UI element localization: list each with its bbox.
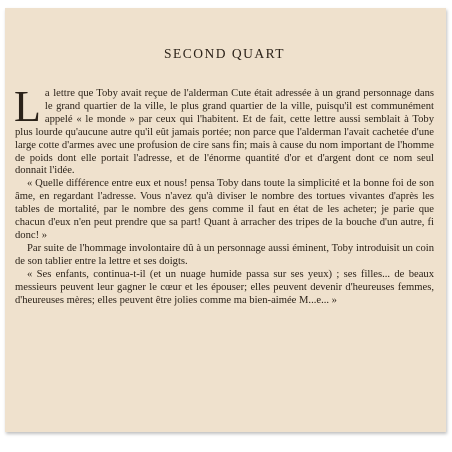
paragraph-2: « Quelle différence entre eux et nous! pensa Toby dans toute la simplicité et la bonne foi de son âme, en regardant l'adresse. Vous n'avez qu'à diviser le nombre des tortues vivantes d'après les tables de mortalité, par le nombre des gens comme il faut en état de les acheter; je parie que chacun d'eux n'en peut prendre que sa part! Quant à arracher des tripes de la bouche d'un autre, fi donc! »: [15, 178, 434, 241]
paragraph-3: Par suite de l'hommage involontaire dû à un personnage aussi éminent, Toby introduisit un coin de son tablier entre la lettre et ses doigts.: [15, 242, 434, 267]
chapter-title: SECOND QUART: [163, 46, 286, 61]
first-word-rest: a: [44, 88, 51, 99]
paragraph-1-text: lettre que Toby avait reçue de l'alderman Cute était adressée à un grand personnage dans le grand quartier de la ville, le plus grand quartier de la ville, puisqu'il est communément appelé « le monde » par ceux qui l'habitent. Et de fait, cette lettre aussi semblait à Toby plus lourde qu'aucune autre qu'il eût jamais portée; non parce que l'alderman l'avait cachetée d'une large cotte d'armes avec une profusion de cire sans fin; mais à cause du nom important de l'homme de poids dont elle portait l'adresse, et de l'énorme quantité d'or et d'argent dont ce nom seul donnait l'idée.: [15, 88, 434, 177]
body-text: [14, 82, 434, 307]
drop-cap: L: [14, 82, 41, 131]
book-page: [5, 8, 446, 432]
paragraph-4: « Ses enfants, continua-t-il (et un nuage humide passa sur ses yeux) ; ses filles... de beaux messieurs peuvent leur gagner le cœur et les épouser; elles peuvent devenir d'heureuses femmes, d'heureuses mères; elles peuvent être jolies comme ma bien-aimée M...e... »: [15, 268, 434, 306]
paragraph-1: [14, 82, 434, 178]
